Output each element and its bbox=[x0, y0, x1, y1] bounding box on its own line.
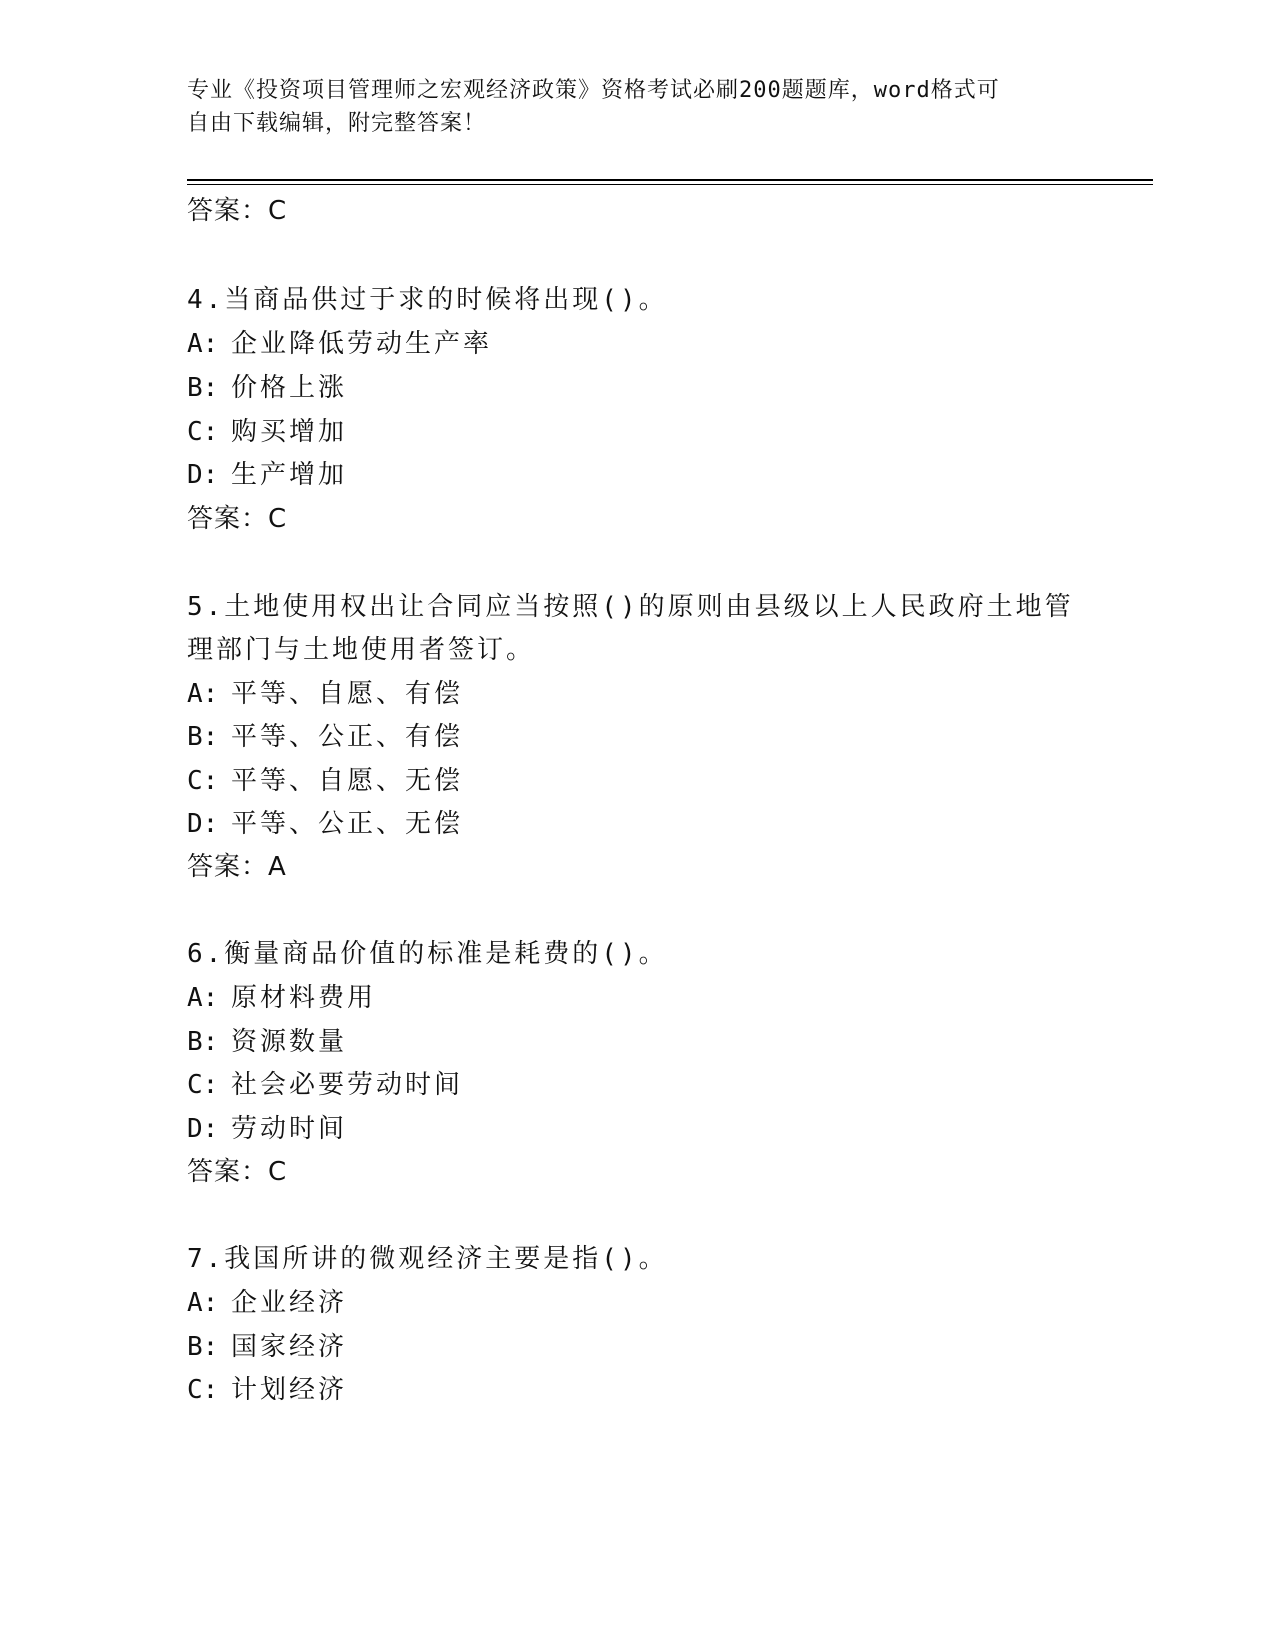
question-6-option-d bbox=[187, 1112, 347, 1146]
option-letter: A: bbox=[187, 983, 219, 1013]
option-letter: B: bbox=[187, 1332, 219, 1362]
option-letter: A: bbox=[187, 1288, 219, 1318]
option-letter: D: bbox=[187, 460, 219, 490]
option-text: 劳动时间 bbox=[231, 1114, 348, 1144]
option-text: 购买增加 bbox=[231, 417, 348, 447]
question-6-stem: 6.衡量商品价值的标准是耗费的()。 bbox=[187, 939, 668, 969]
question-5-stem-line-1: 5.土地使用权出让合同应当按照()的原则由县级以上人民政府土地管 bbox=[187, 592, 1074, 622]
option-text: 社会必要劳动时间 bbox=[231, 1070, 464, 1100]
question-4-option-a bbox=[187, 327, 492, 361]
question-4-answer: 答案：C bbox=[187, 504, 288, 534]
option-letter: C: bbox=[187, 417, 219, 447]
option-text: 价格上涨 bbox=[231, 373, 348, 403]
question-4-option-d bbox=[187, 458, 347, 492]
option-letter: B: bbox=[187, 373, 219, 403]
option-text: 生产增加 bbox=[231, 460, 348, 490]
option-text: 平等、公正、无偿 bbox=[231, 809, 464, 839]
option-text: 平等、自愿、有偿 bbox=[231, 679, 464, 709]
question-5-stem-line-2: 理部门与土地使用者签订。 bbox=[187, 635, 536, 665]
option-text: 平等、自愿、无偿 bbox=[231, 766, 464, 796]
question-6-option-c bbox=[187, 1068, 463, 1102]
header-line-1: 专业《投资项目管理师之宏观经济政策》资格考试必刷200题题库，word格式可 bbox=[187, 78, 1000, 103]
option-letter: D: bbox=[187, 809, 219, 839]
option-text: 平等、公正、有偿 bbox=[231, 722, 464, 752]
option-letter: D: bbox=[187, 1114, 219, 1144]
option-text: 企业经济 bbox=[231, 1288, 348, 1318]
question-7-option-a bbox=[187, 1286, 347, 1320]
question-6-option-a bbox=[187, 981, 376, 1015]
question-5-option-a bbox=[187, 677, 463, 711]
question-7-stem: 7.我国所讲的微观经济主要是指()。 bbox=[187, 1244, 668, 1274]
option-text: 国家经济 bbox=[231, 1332, 348, 1362]
option-letter: C: bbox=[187, 1070, 219, 1100]
option-letter: A: bbox=[187, 329, 219, 359]
option-letter: A: bbox=[187, 679, 219, 709]
option-text: 计划经济 bbox=[231, 1375, 348, 1405]
question-4-option-b bbox=[187, 371, 347, 405]
option-text: 资源数量 bbox=[231, 1027, 348, 1057]
header-rule-thick bbox=[187, 179, 1153, 181]
previous-answer: 答案：C bbox=[187, 196, 288, 226]
question-5-option-d bbox=[187, 807, 463, 841]
question-7-option-b bbox=[187, 1330, 347, 1364]
option-letter: C: bbox=[187, 1375, 219, 1405]
question-5-option-c bbox=[187, 764, 463, 798]
option-letter: B: bbox=[187, 722, 219, 752]
option-letter: C: bbox=[187, 766, 219, 796]
option-text: 企业降低劳动生产率 bbox=[231, 329, 493, 359]
document-header bbox=[187, 74, 1067, 140]
question-6-option-b bbox=[187, 1025, 347, 1059]
question-6-answer: 答案：C bbox=[187, 1157, 288, 1187]
option-text: 原材料费用 bbox=[231, 983, 377, 1013]
question-7-option-c bbox=[187, 1373, 347, 1407]
question-4-option-c bbox=[187, 415, 347, 449]
question-4-stem: 4.当商品供过于求的时候将出现()。 bbox=[187, 285, 668, 315]
question-5-answer: 答案：A bbox=[187, 852, 287, 882]
header-line-2: 自由下载编辑，附完整答案！ bbox=[187, 111, 487, 136]
question-5-option-b bbox=[187, 720, 463, 754]
option-letter: B: bbox=[187, 1027, 219, 1057]
header-rule-thin bbox=[187, 184, 1153, 185]
